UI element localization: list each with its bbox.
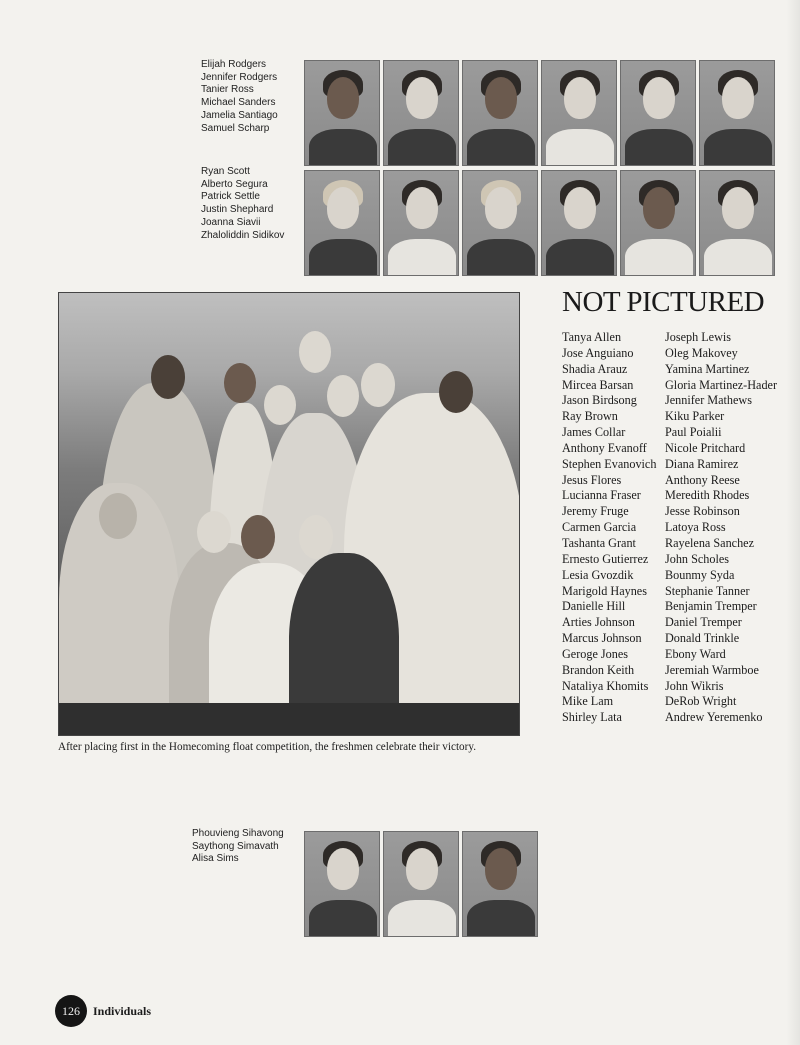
portrait — [462, 831, 538, 937]
names-group-2 — [201, 166, 284, 242]
not-pictured-name: Kiku Parker — [665, 409, 725, 424]
portrait — [304, 831, 380, 937]
not-pictured-name: Jesus Flores — [562, 472, 622, 487]
not-pictured-name: Daniel Tremper — [665, 615, 742, 630]
not-pictured-name: Marcus Johnson — [562, 631, 642, 646]
not-pictured-name: Jennifer Mathews — [665, 393, 752, 408]
not-pictured-name: Lucianna Fraser — [562, 488, 641, 503]
student-name: Michael Sanders — [201, 97, 276, 109]
portrait — [383, 60, 459, 166]
student-name: Saythong Simavath — [192, 840, 279, 852]
portrait — [541, 60, 617, 166]
not-pictured-name: Joseph Lewis — [665, 330, 732, 344]
not-pictured-name: DeRob Wright — [665, 694, 737, 709]
page-number-badge: 126 — [55, 995, 87, 1027]
not-pictured-name: Diana Ramirez — [665, 456, 739, 471]
photo-caption: After placing first in the Homecoming float competition, the freshmen celebrate their victory. — [58, 741, 477, 753]
not-pictured-name: Jeremy Fruge — [562, 504, 629, 519]
not-pictured-name: Ebony Ward — [665, 646, 726, 661]
not-pictured-name: Ernesto Gutierrez — [562, 551, 649, 566]
student-name: Ryan Scott — [201, 166, 250, 177]
not-pictured-name: Paul Poialii — [665, 425, 722, 440]
not-pictured-heading: NOT PICTURED — [562, 286, 765, 318]
not-pictured-name: Andrew Yeremenko — [665, 710, 763, 725]
not-pictured-name: Ray Brown — [562, 409, 618, 424]
not-pictured-name: Anthony Evanoff — [562, 440, 647, 455]
names-group-bottom — [192, 828, 284, 866]
not-pictured-name: Stephanie Tanner — [665, 583, 750, 598]
not-pictured-name: Rayelena Sanchez — [665, 535, 754, 550]
not-pictured-name: Arties Johnson — [562, 615, 635, 630]
not-pictured-name: Nataliya Khomits — [562, 678, 649, 693]
not-pictured-name: Jason Birdsong — [562, 393, 637, 408]
portrait — [304, 170, 380, 276]
not-pictured-name: Mircea Barsan — [562, 377, 634, 392]
not-pictured-name: Stephen Evanovich — [562, 456, 657, 471]
portrait — [699, 60, 775, 166]
not-pictured-name: Jesse Robinson — [665, 504, 740, 519]
not-pictured-name: Anthony Reese — [665, 472, 740, 487]
not-pictured-name: James Collar — [562, 425, 626, 440]
not-pictured-column-2 — [665, 330, 777, 726]
page-edge-shadow — [786, 0, 800, 1045]
not-pictured-name: Meredith Rhodes — [665, 488, 750, 503]
not-pictured-name: Carmen Garcia — [562, 520, 637, 535]
not-pictured-name: Latoya Ross — [665, 520, 726, 535]
portrait-row-2 — [304, 170, 775, 276]
not-pictured-name: Geroge Jones — [562, 646, 628, 661]
not-pictured-name: Donald Trinkle — [665, 631, 740, 646]
not-pictured-name: John Wikris — [665, 678, 724, 693]
portrait — [462, 170, 538, 276]
portrait — [462, 60, 538, 166]
portrait — [383, 170, 459, 276]
student-name: Alisa Sims — [192, 853, 239, 865]
not-pictured-name: Marigold Haynes — [562, 583, 647, 598]
not-pictured-name: Jose Anguiano — [562, 345, 634, 360]
not-pictured-name: John Scholes — [665, 551, 729, 566]
student-name: Jamelia Santiago — [201, 109, 278, 121]
not-pictured-name: Lesia Gvozdik — [562, 567, 634, 582]
student-name: Tanier Ross — [201, 84, 254, 96]
not-pictured-name: Mike Lam — [562, 694, 614, 709]
group-photo — [58, 292, 520, 736]
student-name: Patrick Settle — [201, 191, 260, 203]
student-name: Phouvieng Sihavong — [192, 828, 284, 839]
not-pictured-name: Gloria Martinez-Hader — [665, 377, 778, 392]
portrait — [699, 170, 775, 276]
student-name: Joanna Siavii — [201, 216, 261, 228]
not-pictured-name: Nicole Pritchard — [665, 440, 746, 455]
student-name: Samuel Scharp — [201, 122, 270, 134]
not-pictured-name: Shirley Lata — [562, 710, 622, 725]
portrait-row-bottom — [304, 831, 538, 937]
not-pictured-name: Bounmy Syda — [665, 567, 735, 582]
not-pictured-name: Yamina Martinez — [665, 361, 750, 376]
not-pictured-name: Danielle Hill — [562, 599, 626, 614]
not-pictured-name: Shadia Arauz — [562, 361, 628, 376]
portrait — [304, 60, 380, 166]
not-pictured-name: Benjamin Tremper — [665, 599, 757, 614]
not-pictured-name: Oleg Makovey — [665, 345, 738, 360]
portrait — [620, 170, 696, 276]
portrait-row-1 — [304, 60, 775, 166]
section-label: Individuals — [93, 1004, 152, 1018]
portrait — [383, 831, 459, 937]
student-name: Alberto Segura — [201, 178, 268, 190]
portrait — [541, 170, 617, 276]
student-name: Zhaloliddin Sidikov — [201, 229, 285, 241]
not-pictured-column-1 — [562, 330, 656, 726]
not-pictured-name: Jeremiah Warmboe — [665, 662, 759, 677]
not-pictured-name: Tanya Allen — [562, 330, 622, 344]
student-name: Elijah Rodgers — [201, 59, 267, 70]
student-name: Jennifer Rodgers — [201, 71, 278, 83]
student-name: Justin Shephard — [201, 204, 274, 216]
not-pictured-name: Tashanta Grant — [562, 535, 636, 550]
not-pictured-name: Brandon Keith — [562, 662, 635, 677]
portrait — [620, 60, 696, 166]
names-group-1 — [201, 59, 278, 135]
